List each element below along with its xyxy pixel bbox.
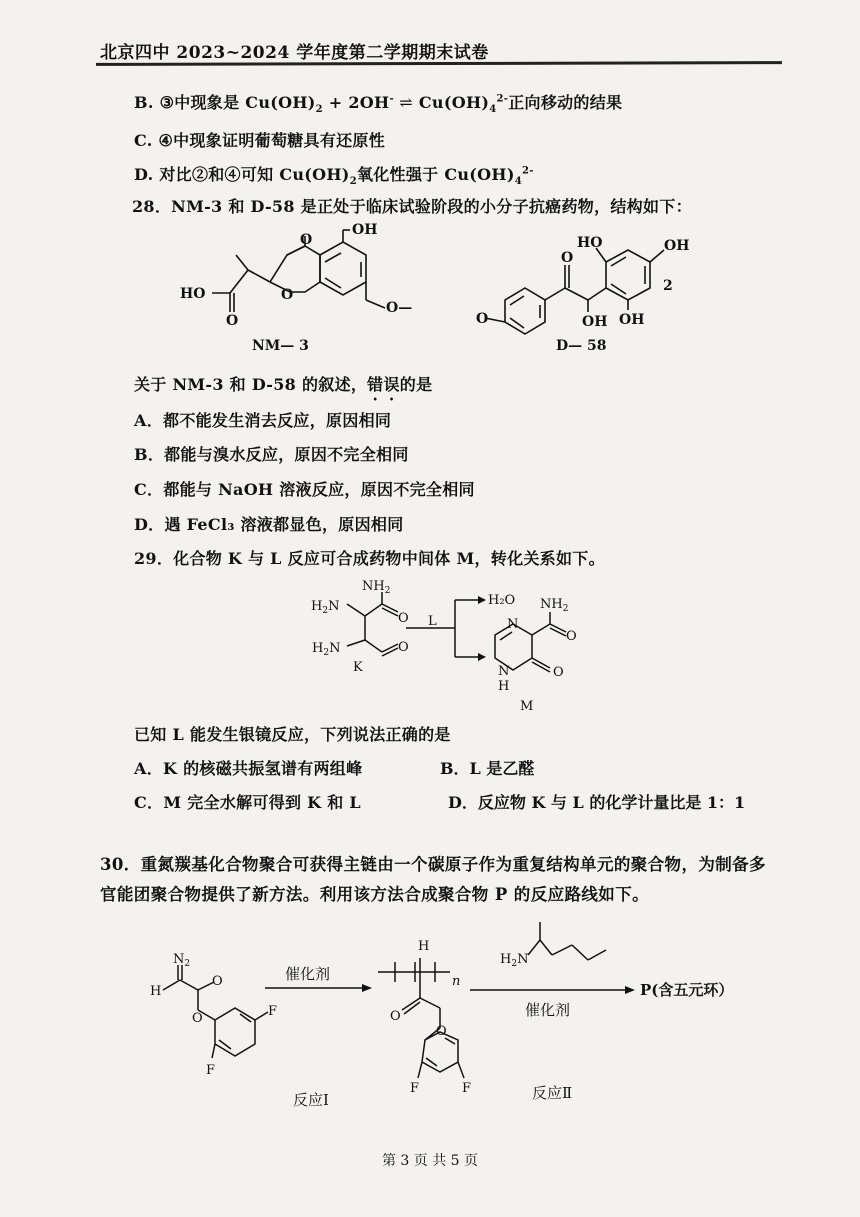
svg-text:O: O xyxy=(212,974,223,989)
svg-text:F: F xyxy=(268,1004,278,1019)
q29-option-c: C．M 完全水解可得到 K 和 L xyxy=(134,793,361,812)
svg-text:2: 2 xyxy=(663,278,673,294)
svg-text:NH2: $NH_2$ xyxy=(540,597,569,614)
svg-text:O—: O— xyxy=(386,300,413,316)
svg-text:H2N: $H_2N$ xyxy=(500,952,529,969)
nm3-label: NM— 3 xyxy=(252,338,309,354)
svg-text:O: O xyxy=(398,640,409,655)
svg-text:L: L xyxy=(428,614,437,629)
svg-text:OH: OH xyxy=(664,238,690,254)
svg-text:K: K xyxy=(353,660,363,675)
svg-text:O: O xyxy=(436,1024,447,1039)
svg-text:N2: $N_2$ xyxy=(173,952,191,969)
reaction-1-label: 反应Ⅰ xyxy=(293,1091,329,1109)
svg-text:N: N xyxy=(507,617,519,632)
q28-stem: 28．NM-3 和 D-58 是正处于临床试验阶段的小分子抗癌药物，结构如下： xyxy=(132,197,692,216)
svg-text:O: O xyxy=(561,250,574,266)
catalyst-label-1: 催化剂 xyxy=(285,965,331,983)
svg-text:H2N: $H_2N$ xyxy=(311,599,340,616)
svg-text:O: O xyxy=(476,311,489,327)
svg-text:O: O xyxy=(390,1009,401,1024)
svg-text:F: F xyxy=(462,1081,472,1096)
svg-text:HO: HO xyxy=(577,235,603,251)
svg-text:O: O xyxy=(553,665,564,680)
q29-option-d: D．反应物 K 与 L 的化学计量比是 1：1 xyxy=(448,793,746,812)
svg-text:F: F xyxy=(410,1081,420,1096)
svg-text:NH2: $NH_2$ xyxy=(362,579,391,596)
svg-text:O: O xyxy=(566,629,577,644)
q30-stem: 30．重氮羰基化合物聚合可获得主链由一个碳原子作为重复结构单元的聚合物，为制备多官能团聚合物提供了新方法。利用该方法合成聚合物 P 的反应路线如下。 xyxy=(100,855,766,904)
q27-option-d: D. 对比②和④可知 $Cu(OH)_2$氧化性强于 $Cu(OH)_4^{2-}$ xyxy=(134,165,534,188)
product-label: P(含五元环） xyxy=(640,981,734,999)
q28-option-a: A．都不能发生消去反应，原因相同 xyxy=(134,411,392,430)
q28-option-d: D．遇 FeCl₃ 溶液都显色，原因相同 xyxy=(134,515,404,534)
svg-text:H₂O: H₂O xyxy=(488,593,516,608)
q29-option-a: A．K 的核磁共振氢谱有两组峰 xyxy=(134,759,363,778)
q29-stem: 29．化合物 K 与 L 反应可合成药物中间体 M，转化关系如下。 xyxy=(134,549,605,568)
svg-text:HO: HO xyxy=(180,286,206,302)
q27-option-b: B. ③中现象是 $Cu(OH)_2 + 2OH^-$ ⇌ $Cu(OH)_4^{2-}$正向移动的结果 xyxy=(134,93,623,116)
svg-text:O: O xyxy=(192,1011,203,1026)
q29-question: 已知 L 能发生银镜反应，下列说法正确的是 xyxy=(134,725,451,744)
svg-text:H: H xyxy=(150,984,162,999)
svg-text:O: O xyxy=(226,313,239,329)
svg-text:OH: OH xyxy=(352,222,378,238)
svg-text:F: F xyxy=(206,1063,216,1078)
svg-text:H: H xyxy=(418,939,430,954)
svg-text:OH: OH xyxy=(582,314,608,330)
q27-option-c: C. ④中现象证明葡萄糖具有还原性 xyxy=(134,131,386,150)
svg-text:M: M xyxy=(520,699,534,714)
svg-text:n: n xyxy=(452,974,461,989)
svg-text:N: N xyxy=(498,664,510,679)
exam-header: 北京四中 2023~2024 学年度第二学期期末试卷 xyxy=(100,43,489,63)
q28-option-b: B．都能与溴水反应，原因不完全相同 xyxy=(134,445,409,464)
reaction-2-label: 反应Ⅱ xyxy=(532,1084,573,1102)
svg-text:H: H xyxy=(498,679,510,694)
q28-question: 关于 NM-3 和 D-58 的叙述，错误的是 xyxy=(134,375,433,394)
svg-text:OH: OH xyxy=(619,312,645,328)
svg-text:O: O xyxy=(281,287,294,303)
page-footer: 第 3 页 共 5 页 xyxy=(381,1153,479,1169)
svg-text:O: O xyxy=(300,232,313,248)
d58-label: D— 58 xyxy=(556,338,607,354)
svg-text:H2N: $H_2N$ xyxy=(312,641,341,658)
q29-option-b: B．L 是乙醛 xyxy=(440,759,535,778)
svg-text:O: O xyxy=(398,611,409,626)
q28-option-c: C．都能与 NaOH 溶液反应，原因不完全相同 xyxy=(134,480,475,499)
catalyst-label-2: 催化剂 xyxy=(525,1001,571,1019)
